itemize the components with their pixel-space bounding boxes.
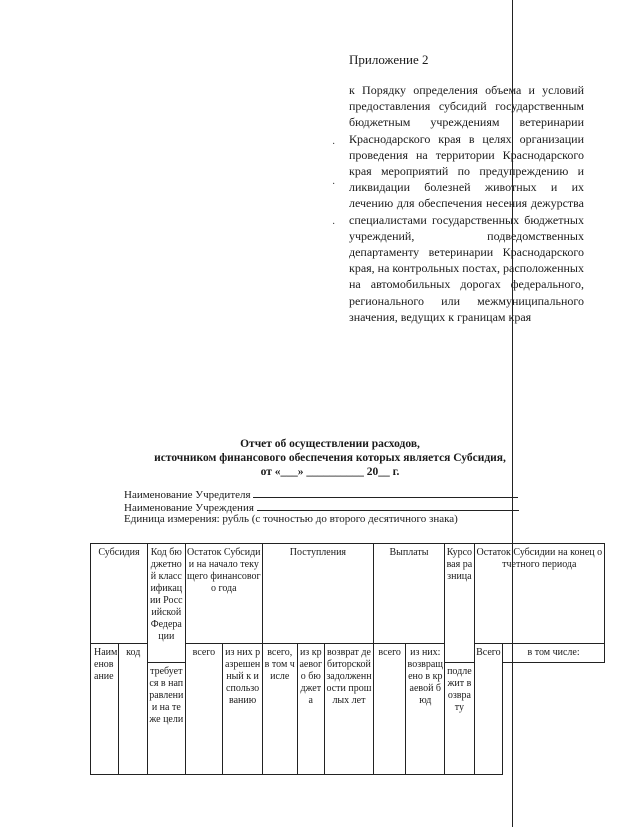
header-to-return: подлежит возврату [445,663,475,775]
founder-field [124,487,518,501]
institution-blank-line [257,500,519,511]
report-title-line-1: Отчет об осуществлении расходов, [240,438,420,450]
report-title-line-2: источником финансового обеспечения которых является Субсидия, [154,452,506,464]
header-balance-start: Остаток Субсидии на начало текущего финансового года [185,544,262,644]
founder-label: Наименование Учредителя [124,489,251,501]
header-total-end: Всего [474,644,502,775]
header-total-start: всего [185,644,223,775]
header-total-payments: всего [373,644,406,775]
scan-artifact-marks: · · · [332,139,336,230]
header-returned-to-budget: из них: возвращено в краевой бюд [406,644,445,775]
header-payments: Выплаты [373,544,444,644]
institution-field [124,500,519,514]
header-name: Наименование [91,644,119,775]
header-from-regional-budget: из краевого бюджета [297,644,324,775]
header-balance-end: Остаток Субсидии на конец отчетного периода [474,544,604,644]
header-exchange-difference: Курсовая разница [445,544,475,663]
report-title-date: от «___» __________ 20__ г. [260,466,400,478]
appendix-text: к Порядку определения объема и условий предоставления субсидий государственным бюджетным учреждениям ветеринарии Краснодарского края в целях организации проведения на территории Краснодарского края мероприятий по предупреждению и ликвидации болезней животных и их лечению для обеспечения несения дежурства специалистами государственных бюджетных учреждений, подведомственных департаменту ветеринарии Краснодарского края, на контрольных постах, расположенных на автомобильных дорогах федерального, регионального или межмуниципального значения, ведущих к границам края [349,83,584,324]
institution-label: Наименование Учреждения [124,502,254,514]
header-subsidy: Субсидия [91,544,148,644]
header-budget-code: Код бюджетной классификации Российской Федерации [147,544,185,663]
header-including: в том числе: [503,644,605,663]
founder-blank-line [253,487,518,498]
header-total-including: всего, в том числе [262,644,297,775]
report-title [150,437,510,479]
unit-line: Единица измерения: рубль (с точностью до второго десятичного знака) [124,513,458,525]
header-receipts: Поступления [262,544,373,644]
header-allowed-for-use: из них разрешенный к использованию [223,644,263,775]
header-required-same-purpose: требуется в направлении на те же цели [147,663,185,775]
report-table [90,543,605,775]
header-return-debt: возврат дебиторской задолженности прошлых лет [325,644,374,775]
appendix-title: Приложение 2 [349,52,429,67]
header-code: код [119,644,147,775]
